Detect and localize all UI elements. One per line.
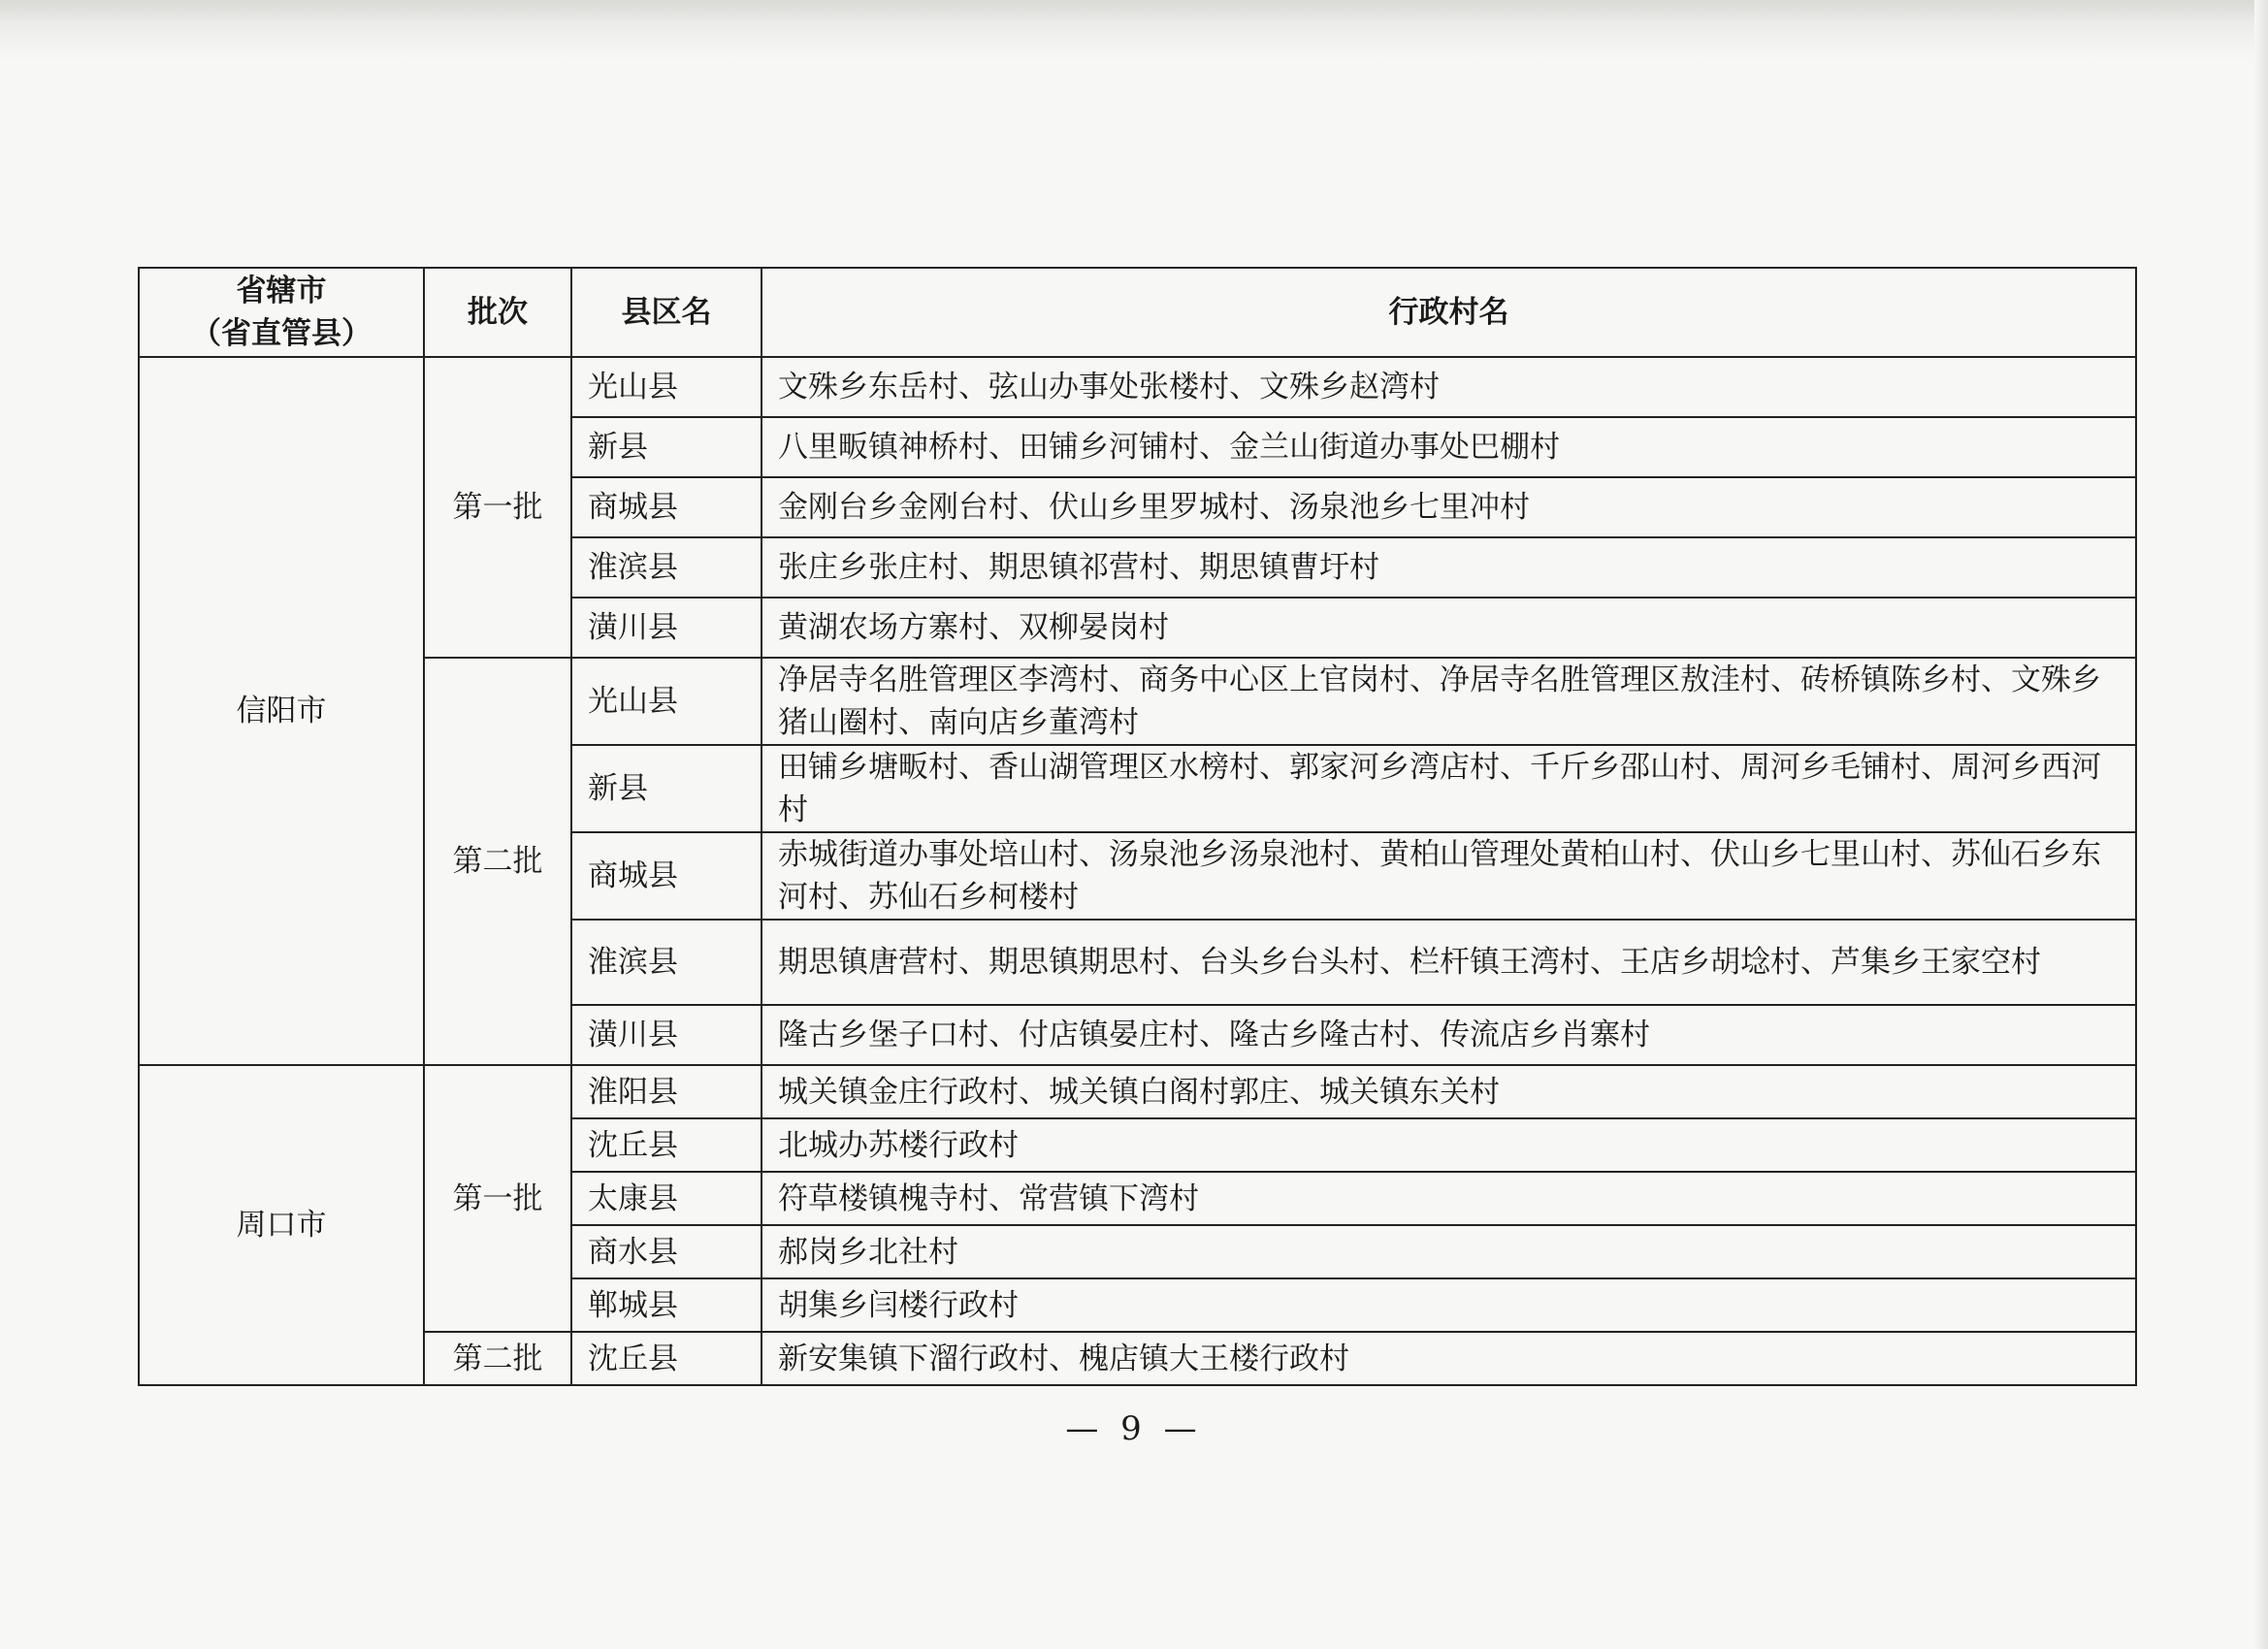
- villages-cell: 新安集镇下溜行政村、槐店镇大王楼行政村: [761, 1332, 2136, 1385]
- villages-cell: 净居寺名胜管理区李湾村、商务中心区上官岗村、净居寺名胜管理区敖洼村、砖桥镇陈乡村、文殊乡猪山圈村、南向店乡董湾村: [761, 658, 2136, 745]
- villages-cell: 张庄乡张庄村、期思镇祁营村、期思镇曹圩村: [761, 537, 2136, 598]
- table-row: [139, 1065, 2136, 1118]
- header-city-line2: （省直管县）: [191, 316, 372, 351]
- scan-edge: [0, 0, 2268, 60]
- villages-cell: 符草楼镇槐寺村、常营镇下湾村: [761, 1172, 2136, 1225]
- county-cell: 新县: [571, 417, 761, 477]
- batch-cell: 第二批: [424, 658, 571, 1065]
- villages-cell: 赤城街道办事处培山村、汤泉池乡汤泉池村、黄柏山管理处黄柏山村、伏山乡七里山村、苏仙石乡东河村、苏仙石乡柯楼村: [761, 832, 2136, 920]
- villages-cell: 胡集乡闫楼行政村: [761, 1278, 2136, 1332]
- batch-cell: 第一批: [424, 1065, 571, 1332]
- villages-cell: 北城办苏楼行政村: [761, 1118, 2136, 1172]
- villages-cell: 文殊乡东岳村、弦山办事处张楼村、文殊乡赵湾村: [761, 357, 2136, 417]
- villages-cell: 金刚台乡金刚台村、伏山乡里罗城村、汤泉池乡七里冲村: [761, 477, 2136, 537]
- county-cell: 商水县: [571, 1225, 761, 1278]
- table-row: [139, 658, 2136, 745]
- table-row: [139, 1332, 2136, 1385]
- county-cell: 太康县: [571, 1172, 761, 1225]
- county-cell: 沈丘县: [571, 1332, 761, 1385]
- village-table: [138, 267, 2137, 1386]
- city-cell: 周口市: [139, 1065, 424, 1385]
- header-city: [139, 268, 424, 357]
- villages-cell: 黄湖农场方寨村、双柳晏岗村: [761, 598, 2136, 658]
- header-batch: 批次: [424, 268, 571, 357]
- county-cell: 商城县: [571, 477, 761, 537]
- batch-cell: 第一批: [424, 357, 571, 658]
- villages-cell: 八里畈镇神桥村、田铺乡河铺村、金兰山街道办事处巴棚村: [761, 417, 2136, 477]
- villages-cell: 田铺乡塘畈村、香山湖管理区水榜村、郭家河乡湾店村、千斤乡邵山村、周河乡毛铺村、周河乡西河村: [761, 745, 2136, 832]
- header-city-line1: 省辖市: [236, 273, 327, 308]
- county-cell: 潢川县: [571, 598, 761, 658]
- header-villages: 行政村名: [761, 268, 2136, 357]
- county-cell: 沈丘县: [571, 1118, 761, 1172]
- villages-cell: 隆古乡堡子口村、付店镇晏庄村、隆古乡隆古村、传流店乡肖寨村: [761, 1005, 2136, 1065]
- county-cell: 淮滨县: [571, 920, 761, 1005]
- county-cell: 光山县: [571, 357, 761, 417]
- county-cell: 商城县: [571, 832, 761, 920]
- villages-cell: 期思镇唐营村、期思镇期思村、台头乡台头村、栏杆镇王湾村、王店乡胡埝村、芦集乡王家空村: [761, 920, 2136, 1005]
- scan-edge-right: [2254, 0, 2268, 1649]
- county-cell: 新县: [571, 745, 761, 832]
- city-cell: 信阳市: [139, 357, 424, 1065]
- county-cell: 光山县: [571, 658, 761, 745]
- villages-cell: 城关镇金庄行政村、城关镇白阁村郭庄、城关镇东关村: [761, 1065, 2136, 1118]
- county-cell: 淮滨县: [571, 537, 761, 598]
- county-cell: 淮阳县: [571, 1065, 761, 1118]
- county-cell: 郸城县: [571, 1278, 761, 1332]
- villages-cell: 郝岗乡北社村: [761, 1225, 2136, 1278]
- page-number: — 9 —: [1065, 1409, 1203, 1448]
- county-cell: 潢川县: [571, 1005, 761, 1065]
- header-county: 县区名: [571, 268, 761, 357]
- batch-cell: 第二批: [424, 1332, 571, 1385]
- header-row: [139, 268, 2136, 357]
- table-row: [139, 357, 2136, 417]
